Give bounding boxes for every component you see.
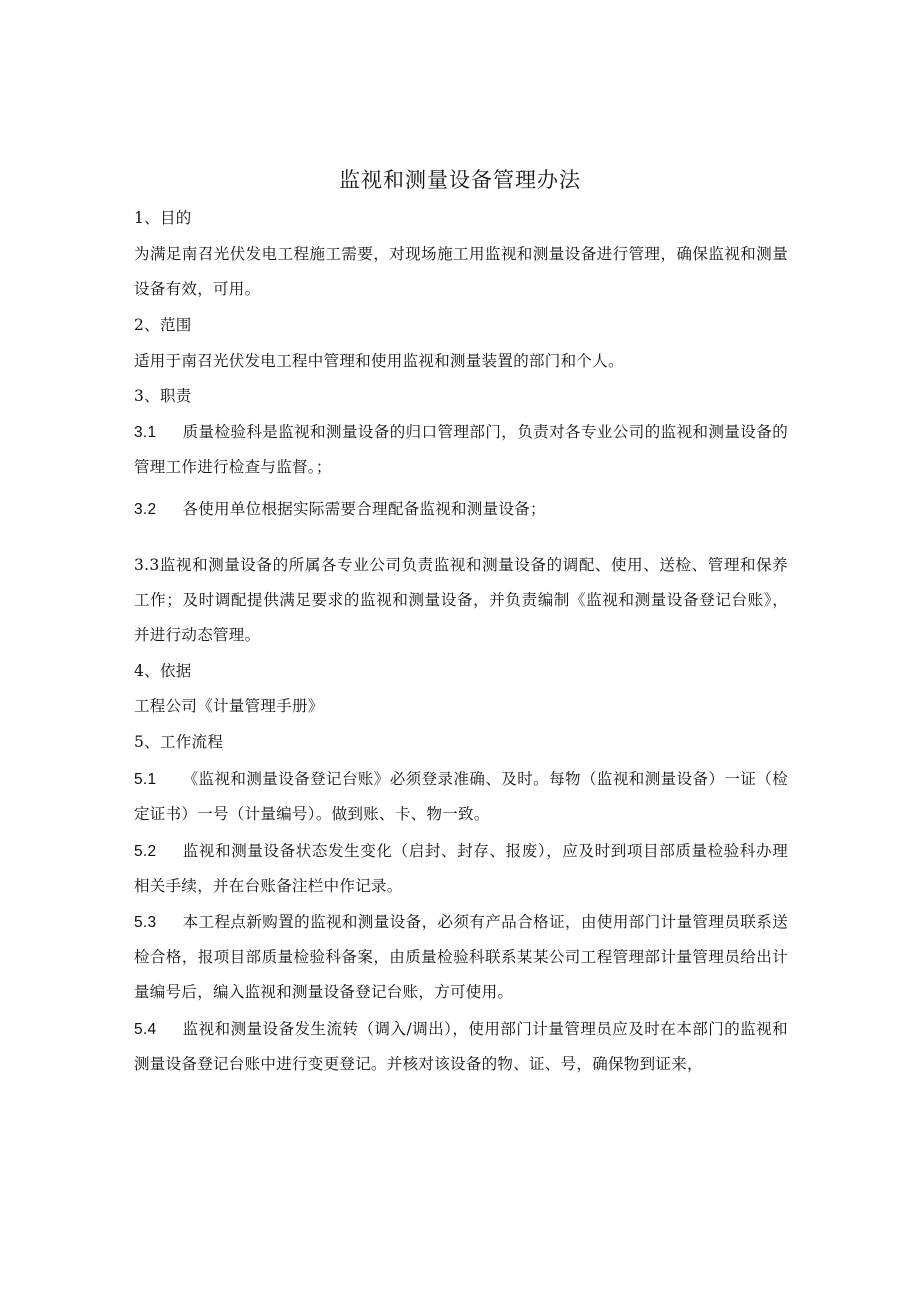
clause-5-4-text: 监视和测量设备发生流转（调入/调出），使用部门计量管理员应及时在本部门的监视和测量设备登记台账中进行变更登记。并核对该设备的物、证、号，确保物到证来， [134,1020,788,1073]
clause-5-4-number: 5.4 [134,1021,157,1038]
clause-3-3: 3.3监视和测量设备的所属各专业公司负责监视和测量设备的调配、使用、送检、管理和保养工作；及时调配提供满足要求的监视和测量设备，并负责编制《监视和测量设备登记台账》，并进行动态管理。 [134,556,788,644]
clause-5-2-number: 5.2 [134,843,157,860]
clause-5-3-number: 5.3 [134,914,157,931]
clause-3-1-text: 质量检验科是监视和测量设备的归口管理部门，负责对各专业公司的监视和测量设备的管理工作进行检查与监督。； [134,423,788,476]
clause-5-3-text: 本工程点新购置的监视和测量设备，必须有产品合格证，由使用部门计量管理员联系送检合格，报项目部质量检验科备案，由质量检验科联系某某公司工程管理部计量管理员给出计量编号后，编入监视和测量设备登记台账，方可使用。 [134,913,788,1001]
clause-3-2 [134,494,794,525]
clause-5-1-number: 5.1 [134,771,157,788]
clause-5-2-text: 监视和测量设备状态发生变化（启封、封存、报废），应及时到项目部质量检验科办理相关手续，并在台账备注栏中作记录。 [134,842,788,895]
clause-3-1-number: 3.1 [134,424,157,441]
clause-5-2 [134,834,788,904]
section-1-heading: 1、目的 [134,209,192,227]
clause-5-1 [134,762,788,832]
clause-5-4 [134,1012,788,1082]
section-1-text: 为满足南召光伏发电工程施工需要，对现场施工用监视和测量设备进行管理，确保监视和测量设备有效，可用。 [134,245,788,298]
section-3-heading: 3、职责 [134,387,192,405]
clause-5-1-text: 《监视和测量设备登记台账》必须登录准确、及时。每物（监视和测量设备）一证（检定证书）一号（计量编号）。做到账、卡、物一致。 [134,770,788,823]
clause-3-1 [134,415,788,485]
clause-3-2-number: 3.2 [134,501,157,518]
section-2-heading: 2、范围 [134,316,192,334]
section-5-heading: 5、工作流程 [134,733,224,751]
section-4-heading: 4、依据 [134,662,192,680]
section-4-text: 工程公司《计量管理手册》 [134,697,324,715]
section-2-text: 适用于南召光伏发电工程中管理和使用监视和测量装置的部门和个人。 [134,352,624,370]
clause-3-2-text: 各使用单位根据实际需要合理配备监视和测量设备； [182,500,546,518]
document-title: 监视和测量设备管理办法 [339,168,581,192]
clause-5-3 [134,905,788,1010]
